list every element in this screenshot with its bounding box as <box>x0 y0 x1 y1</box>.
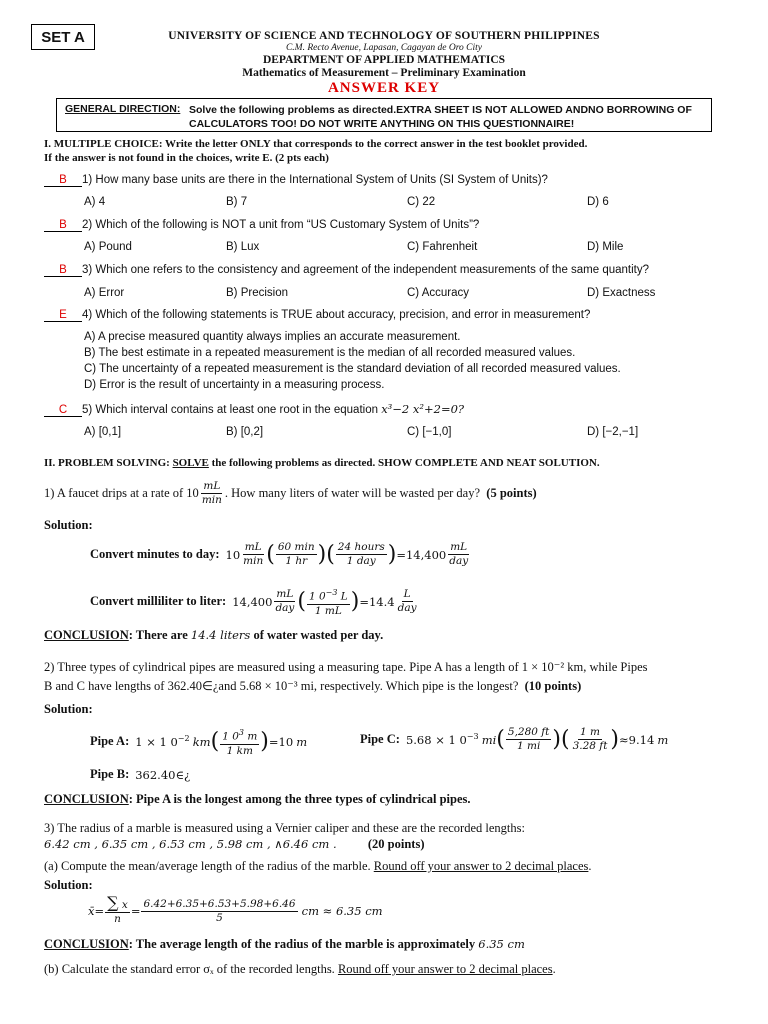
option-4b: B) The best estimate in a repeated measurement is the median of all recorded measured values. <box>84 347 576 359</box>
mc-heading-2: If the answer is not found in the choices, write E. (2 pts each) <box>44 152 329 164</box>
problem-3-solution-label: Solution: <box>44 878 93 892</box>
document-title: ANSWER KEY <box>327 80 441 96</box>
mc-question-2: B 2) Which of the following is NOT a unit from “US Customary System of Units”? <box>44 219 479 232</box>
pipe-b-solution: Pipe B: 362.40∈¿ <box>90 767 191 782</box>
option-4a: A) A precise measured quantity always implies an accurate measurement. <box>84 331 461 343</box>
problem-1-step-1: Convert minutes to day: 10 $\frac{mL}{\min}$ ( $\frac{60 \min}{1 hr}$ ) ( $\frac{\text{24 hours}}{\text{1 day}}$ ) =14,400 $\frac{mL}{\text{day}}$ <box>90 541 469 567</box>
answer-1: B <box>44 174 82 187</box>
option-1c: C) 22 <box>407 196 436 208</box>
set-label: SET A <box>31 24 95 50</box>
problem-3a-question: (a) Compute the mean/average length of the radius of the marble. Round off your answer to 2 decimal places. <box>44 859 592 873</box>
problem-1-conclusion: CONCLUSION: There are 14.4 liters of water wasted per day. <box>44 628 384 642</box>
problem-3b-question: (b) Calculate the standard error σₓ of the recorded lengths. Round off your answer to 2 decimal places. <box>44 962 556 976</box>
option-2c: C) Fahrenheit <box>407 241 478 253</box>
option-1b: B) 7 <box>226 196 248 208</box>
mc-heading-1: I. MULTIPLE CHOICE: Write the letter ONLY that corresponds to the correct answer in the test booklet provided. <box>44 138 588 150</box>
university-address: C.M. Recto Avenue, Lapasan, Cagayan de Oro City <box>285 43 483 53</box>
problem-3-question-line-2: 6.42 cm , 6.35 cm , 6.53 cm , 5.98 cm , ∧6.46 cm . (20 points) <box>44 837 425 851</box>
problem-2-question-line-1: 2) Three types of cylindrical pipes are measured using a measuring tape. Pipe A has a length of 1 × 10⁻² km, while Pipes <box>44 660 648 674</box>
mc-question-4: E 4) Which of the following statements is TRUE about accuracy, precision, and error in measurement? <box>44 309 590 322</box>
option-4d: D) Error is the result of uncertainty in a measuring process. <box>84 379 385 391</box>
option-2d: D) Mile <box>587 241 624 253</box>
answer-5: C <box>44 404 82 417</box>
option-3b: B) Precision <box>226 287 288 299</box>
option-5a: A) [0,1] <box>84 426 122 438</box>
mc-question-1: B 1) How many base units are there in the International System of Units (SI System of Units)? <box>44 174 548 187</box>
option-5c: C) [−1,0] <box>407 426 452 438</box>
option-1a: A) 4 <box>84 196 106 208</box>
problem-1-step-2: Convert milliliter to liter: 14,400 $\frac{mL}{\text{day}}$ ( $\frac{1 0^{-3} L}{1 mL}$ ) =14.4 $\frac{L}{\text{day}}$ <box>90 588 417 617</box>
general-direction-box <box>56 98 712 132</box>
option-2b: B) Lux <box>226 241 260 253</box>
option-3c: C) Accuracy <box>407 287 469 299</box>
option-2a: A) Pound <box>84 241 132 253</box>
university-name: UNIVERSITY OF SCIENCE AND TECHNOLOGY OF SOUTHERN PHILIPPINES <box>168 30 600 42</box>
answer-4: E <box>44 309 82 322</box>
mc-question-5: C 5) Which interval contains at least one root in the equation x³−2 x²+2=0? <box>44 402 464 417</box>
option-3a: A) Error <box>84 287 125 299</box>
problem-3-question-line-1: 3) The radius of a marble is measured using a Vernier caliper and these are the recorded lengths: <box>44 821 525 835</box>
problem-2-question-line-2: B and C have lengths of 362.40∈¿and 5.68 × 10⁻³ mi, respectively. Which pipe is the longest? (10 points) <box>44 679 582 693</box>
department-name: DEPARTMENT OF APPLIED MATHEMATICS <box>262 54 506 66</box>
answer-3: B <box>44 264 82 277</box>
option-5d: D) [−2,−1] <box>587 426 639 438</box>
mean-formula: x̄= $\frac{\sum x}{n}$ = $\frac{6.42+6.35+6.53+5.98+6.46}{5}$ cm ≈ 6.35 cm <box>88 893 383 925</box>
problem-3a-conclusion: CONCLUSION: The average length of the radius of the marble is approximately 6.35 cm <box>44 937 525 951</box>
general-direction-text: Solve the following problems as directed.EXTRA SHEET IS NOT ALLOWED ANDNO BORROWING OF CALCULATORS TOO! DO NOT WRITE ANYTHING ON THIS QUESTIONNAIRE! <box>189 104 692 130</box>
problem-1-solution-label: Solution: <box>44 518 93 532</box>
exam-subject: Mathematics of Measurement – Preliminary Examination <box>242 67 526 79</box>
pipe-c-solution: Pipe C: 5.68 × 1 $0^{-3}$ mi ( $\frac{5,280 ft}{1 mi}$ ) ( $\frac{1 m}{3.28 ft}$ ) ≈9.14 m <box>360 726 669 752</box>
problem-2-solution-label: Solution: <box>44 702 93 716</box>
option-1d: D) 6 <box>587 196 609 208</box>
mc-question-3: B 3) Which one refers to the consistency and agreement of the independent measurements of the same quantity? <box>44 264 649 277</box>
option-3d: D) Exactness <box>587 287 656 299</box>
ps-heading: II. PROBLEM SOLVING: SOLVE the following problems as directed. SHOW COMPLETE AND NEAT SOLUTION. <box>44 457 600 469</box>
general-direction-label: GENERAL DIRECTION: <box>65 103 181 115</box>
option-4c: C) The uncertainty of a repeated measurement is the standard deviation of all recorded measured values. <box>84 363 621 375</box>
problem-2-conclusion: CONCLUSION: Pipe A is the longest among the three types of cylindrical pipes. <box>44 792 471 806</box>
pipe-a-solution: Pipe A: 1 × 1 $0^{-2}$ km ( $\frac{1 0^3 m}{1 km}$ ) =10 m <box>90 728 308 757</box>
answer-2: B <box>44 219 82 232</box>
equation-5: x³−2 x²+2=0? <box>381 402 465 416</box>
option-5b: B) [0,2] <box>226 426 264 438</box>
problem-1-question: 1) A faucet drips at a rate of 10 $\frac{mL}{\min}$ . How many liters of water will be wasted per day? (5 points) <box>44 480 537 506</box>
